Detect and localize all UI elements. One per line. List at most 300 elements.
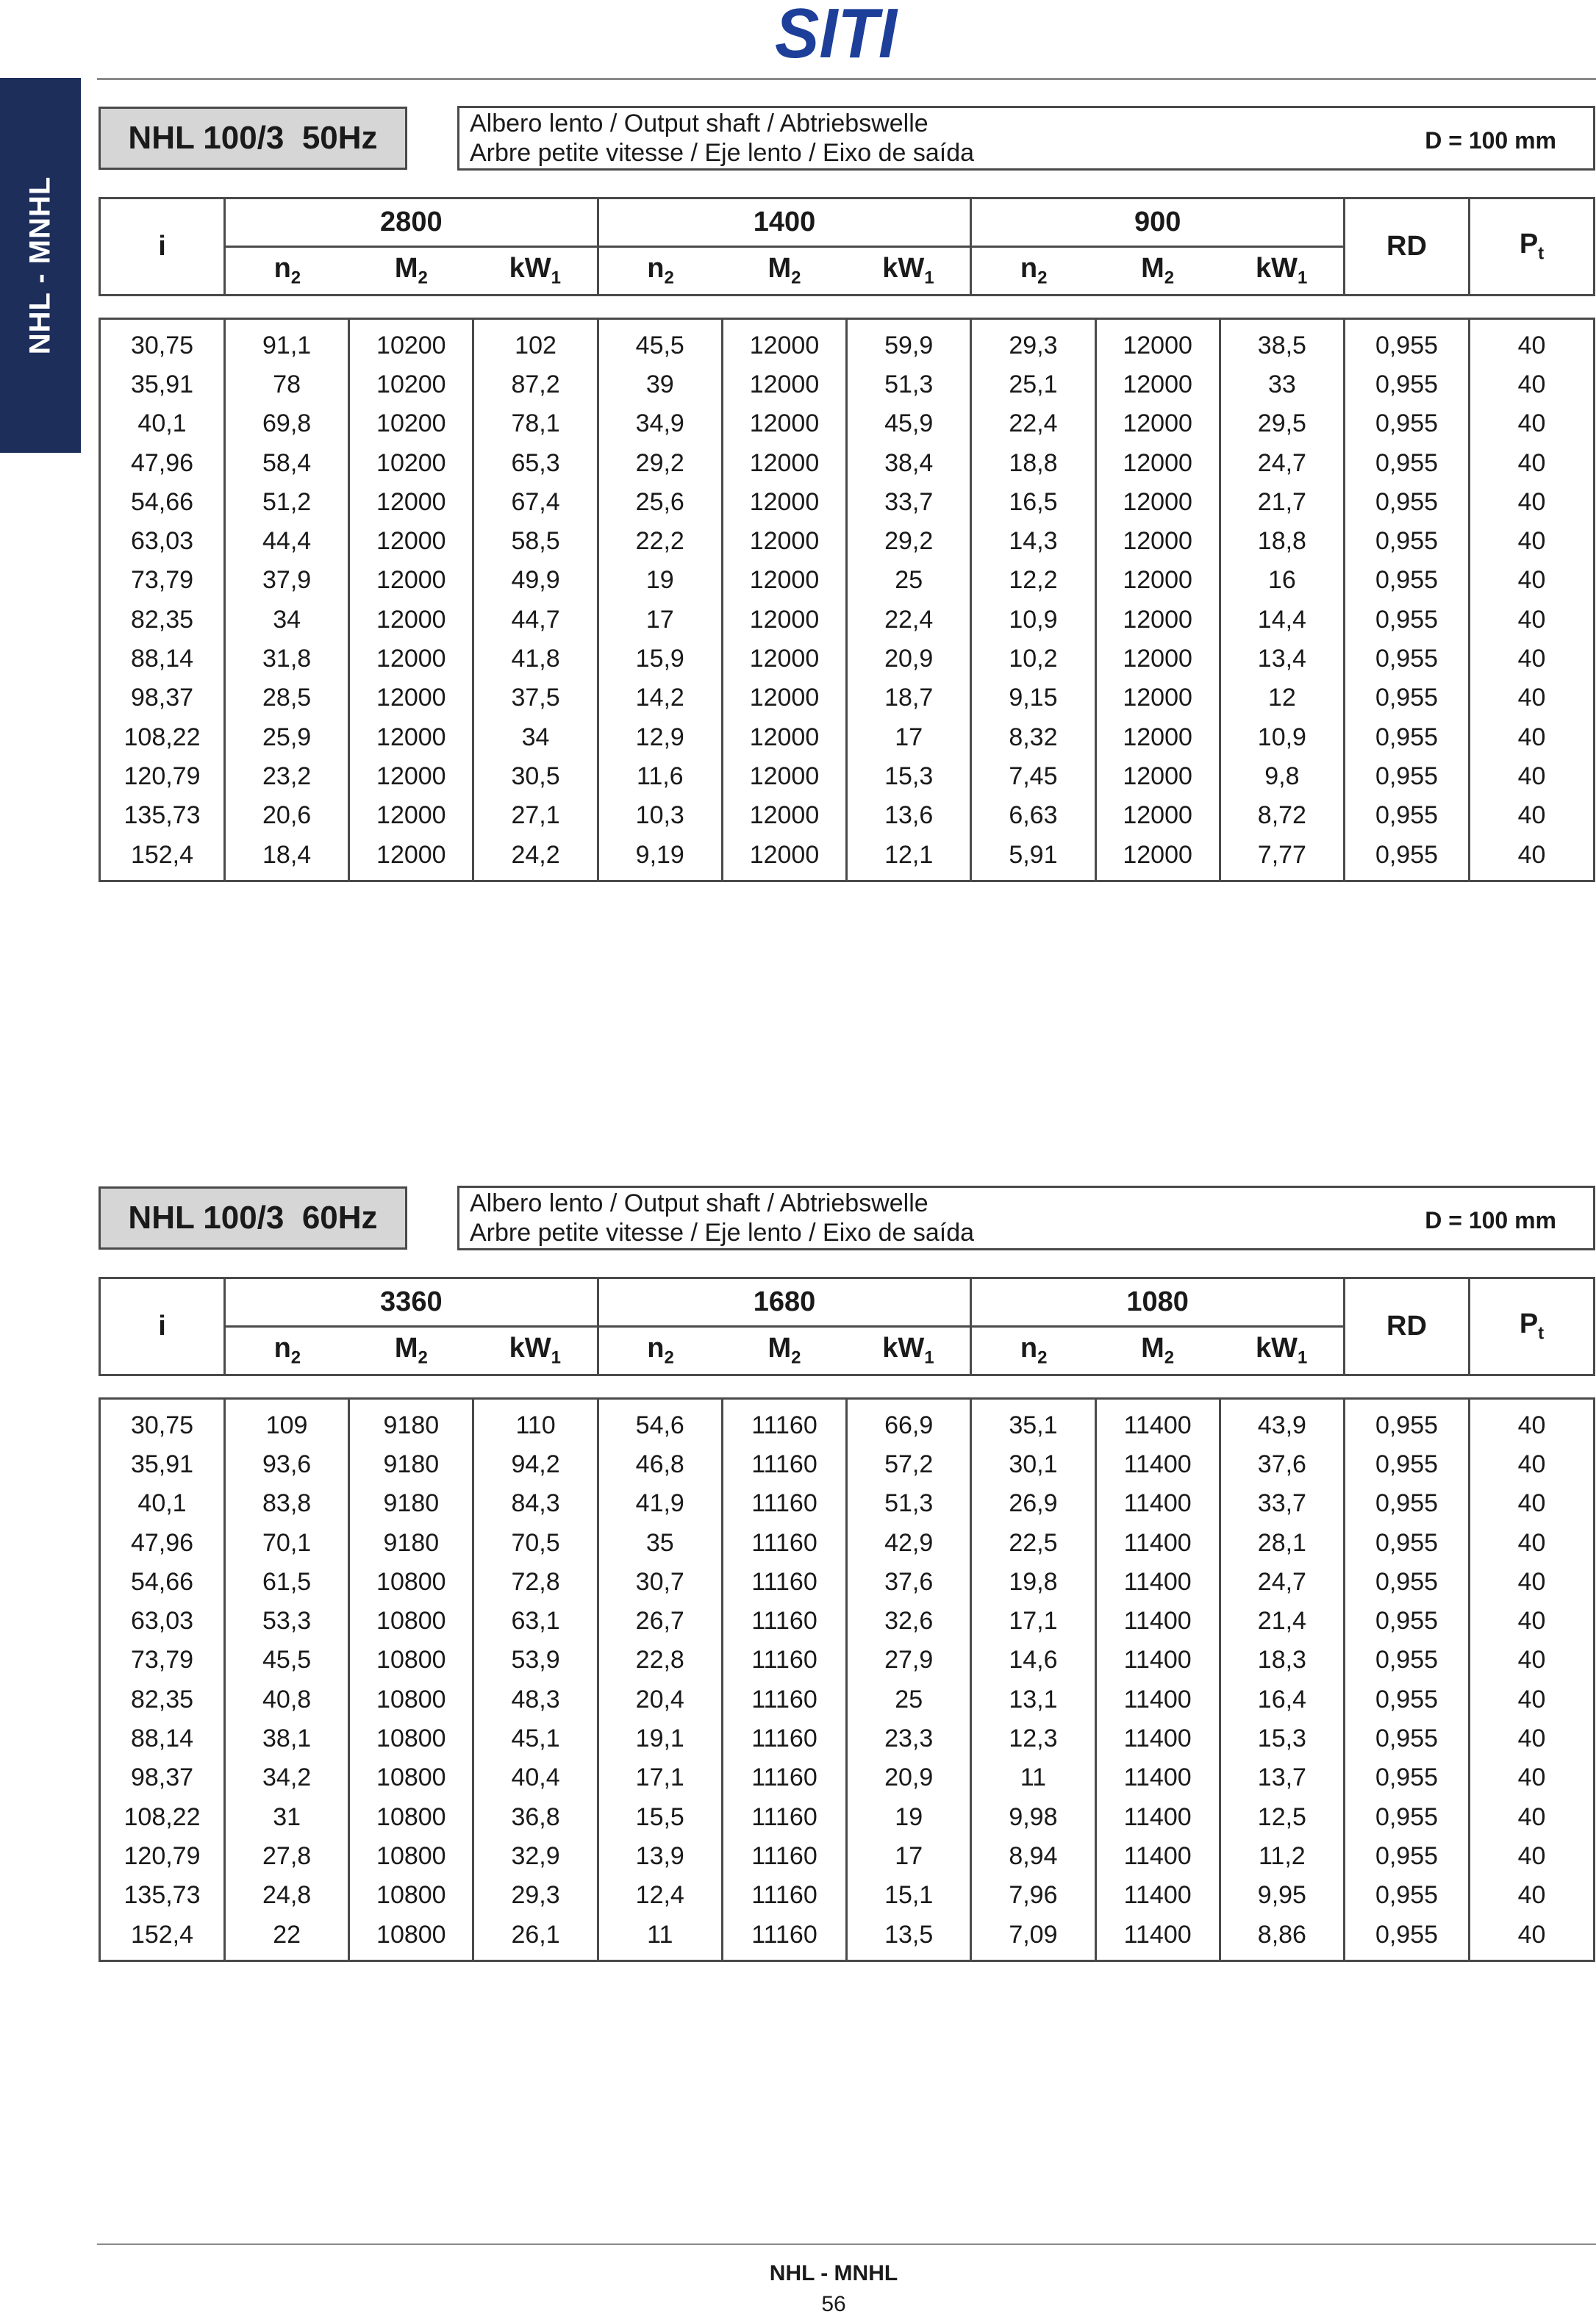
table-cell: 41,8	[473, 639, 598, 678]
table-cell: 46,8	[598, 1444, 722, 1483]
table-cell: 12000	[722, 600, 846, 639]
table-cell: 9,8	[1220, 756, 1344, 795]
table-cell: 19,8	[971, 1562, 1095, 1601]
table-row	[100, 600, 1595, 639]
table-cell: 11400	[1095, 1484, 1220, 1523]
table-cell: 51,2	[225, 482, 349, 521]
table-cell: 11400	[1095, 1399, 1220, 1445]
shaft-line-2: Arbre petite vitesse / Eje lento / Eixo de saída	[470, 1219, 975, 1247]
table-cell: 0,955	[1345, 756, 1470, 795]
table-cell: 40	[1470, 835, 1595, 881]
table-cell: 0,955	[1345, 1836, 1470, 1875]
table-cell: 63,03	[130, 527, 194, 556]
table-cell: 48,3	[473, 1680, 598, 1719]
table-cell: 10,9	[971, 600, 1095, 639]
table-cell: 108,22	[124, 723, 201, 751]
header-m2: $M_2$	[1095, 1327, 1220, 1375]
table-cell: 53,9	[473, 1641, 598, 1680]
table-cell: 12,4	[598, 1876, 722, 1915]
side-tab	[0, 78, 81, 453]
header-n2: $n_2$	[971, 1327, 1095, 1375]
table-cell: 9180	[349, 1484, 473, 1523]
header-m2: $M_2$	[722, 1327, 846, 1375]
table-cell: 22,8	[598, 1641, 722, 1680]
table-cell: 30,75	[130, 1411, 194, 1439]
table-cell: 40	[1470, 1915, 1595, 1961]
shaft-description-60hz	[457, 1186, 1595, 1250]
table-cell: 47,96	[130, 448, 194, 477]
table-cell: 37,9	[225, 561, 349, 600]
table-cell: 0,955	[1345, 717, 1470, 756]
table-row	[100, 1484, 1595, 1523]
table-cell: 25,1	[971, 365, 1095, 404]
table-cell: 12000	[1095, 443, 1220, 482]
table-cell: 11400	[1095, 1836, 1220, 1875]
table-cell: 11160	[722, 1915, 846, 1961]
table-cell: 11160	[722, 1836, 846, 1875]
table-cell: 26,7	[598, 1601, 722, 1640]
table-cell: 0,955	[1345, 404, 1470, 443]
table-cell: 40	[1470, 365, 1595, 404]
table-cell: 40,1	[137, 1489, 187, 1518]
table-cell: 12000	[349, 756, 473, 795]
table-cell: 31	[225, 1797, 349, 1836]
table-cell: 25,9	[225, 717, 349, 756]
table-cell: 13,9	[598, 1836, 722, 1875]
table-cell: 26,1	[473, 1915, 598, 1961]
table-cell: 40,4	[473, 1758, 598, 1797]
table-cell: 20,4	[598, 1680, 722, 1719]
table-cell: 14,2	[598, 678, 722, 717]
table-cell: 40	[1470, 521, 1595, 560]
table-cell: 34,2	[225, 1758, 349, 1797]
table-row	[100, 1444, 1595, 1483]
table-cell: 10800	[349, 1641, 473, 1680]
header-m2: $M_2$	[722, 247, 846, 296]
table-row	[100, 1601, 1595, 1640]
table-cell: 31,8	[225, 639, 349, 678]
table-cell: 0,955	[1345, 1601, 1470, 1640]
table-cell: 23,3	[847, 1719, 971, 1758]
table-cell: 11400	[1095, 1523, 1220, 1562]
table-cell: 35,91	[130, 370, 194, 398]
table-cell: 40	[1470, 1680, 1595, 1719]
table-cell: 40	[1470, 1836, 1595, 1875]
table-cell: 41,9	[598, 1484, 722, 1523]
table-cell: 40	[1470, 1444, 1595, 1483]
header-speed: 1080	[971, 1278, 1345, 1327]
table-cell: 84,3	[473, 1484, 598, 1523]
table-row	[100, 482, 1595, 521]
header-kw1: $kW_1$	[1220, 247, 1344, 296]
header-n2: $n_2$	[598, 1327, 722, 1375]
table-cell: 24,7	[1220, 443, 1344, 482]
table-cell: 40	[1470, 443, 1595, 482]
header-rd: RD	[1345, 1278, 1470, 1375]
table-cell: 27,9	[847, 1641, 971, 1680]
table-cell: 34	[473, 717, 598, 756]
table-cell: 29,3	[473, 1876, 598, 1915]
header-m2: $M_2$	[349, 1327, 473, 1375]
model-title-50hz: NHL 100/3 50Hz	[99, 107, 407, 170]
table-cell: 11400	[1095, 1641, 1220, 1680]
table-cell: 22	[225, 1915, 349, 1961]
table-cell: 66,9	[847, 1399, 971, 1445]
data-table-60hz	[99, 1397, 1595, 1962]
table-cell: 40	[1470, 1562, 1595, 1601]
table-cell: 0,955	[1345, 482, 1470, 521]
table-cell: 12000	[722, 365, 846, 404]
table-cell: 83,8	[225, 1484, 349, 1523]
table-cell: 25,6	[598, 482, 722, 521]
table-row	[100, 561, 1595, 600]
table-row	[100, 756, 1595, 795]
table-cell: 58,5	[473, 521, 598, 560]
table-row	[100, 1758, 1595, 1797]
table-cell: 120,79	[124, 762, 201, 790]
table-cell: 11160	[722, 1680, 846, 1719]
table-cell: 9,98	[971, 1797, 1095, 1836]
table-cell: 59,9	[847, 319, 971, 365]
table-cell: 11160	[722, 1601, 846, 1640]
table-cell: 0,955	[1345, 1399, 1470, 1445]
table-cell: 10200	[349, 404, 473, 443]
table-cell: 11160	[722, 1719, 846, 1758]
table-row	[100, 443, 1595, 482]
table-cell: 30,5	[473, 756, 598, 795]
table-cell: 10800	[349, 1719, 473, 1758]
table-cell: 72,8	[473, 1562, 598, 1601]
table-cell: 40	[1470, 404, 1595, 443]
table-cell: 13,7	[1220, 1758, 1344, 1797]
table-cell: 11,2	[1220, 1836, 1344, 1875]
table-cell: 12000	[722, 561, 846, 600]
table-cell: 25	[847, 1680, 971, 1719]
table-cell: 12000	[349, 600, 473, 639]
data-table-50hz	[99, 318, 1595, 882]
table-cell: 109	[225, 1399, 349, 1445]
table-cell: 15,9	[598, 639, 722, 678]
table-cell: 35,91	[130, 1450, 194, 1478]
table-row	[100, 1641, 1595, 1680]
table-cell: 98,37	[130, 1763, 194, 1792]
table-cell: 16,4	[1220, 1680, 1344, 1719]
header-pt: $P_t$	[1470, 198, 1595, 296]
table-cell: 10200	[349, 319, 473, 365]
table-cell: 25	[847, 561, 971, 600]
header-kw1: $kW_1$	[847, 247, 971, 296]
table-cell: 135,73	[124, 801, 201, 830]
table-cell: 12000	[1095, 600, 1220, 639]
logo-text: SITI	[775, 0, 898, 62]
table-cell: 12000	[722, 443, 846, 482]
table-cell: 29,2	[847, 521, 971, 560]
table-cell: 17	[847, 717, 971, 756]
table-cell: 8,72	[1220, 796, 1344, 835]
table-cell: 17,1	[971, 1601, 1095, 1640]
table-cell: 12,1	[847, 835, 971, 881]
table-cell: 40	[1470, 1523, 1595, 1562]
table-cell: 12000	[722, 796, 846, 835]
header-kw1: $kW_1$	[473, 247, 598, 296]
table-cell: 12000	[349, 796, 473, 835]
table-cell: 12000	[722, 521, 846, 560]
table-cell: 40	[1470, 678, 1595, 717]
table-cell: 10,3	[598, 796, 722, 835]
table-cell: 11,6	[598, 756, 722, 795]
table-cell: 40	[1470, 717, 1595, 756]
footer-rule	[97, 2243, 1596, 2245]
shaft-diameter: D = 100 mm	[1425, 1207, 1556, 1233]
table-cell: 9,95	[1220, 1876, 1344, 1915]
header-pt: $P_t$	[1470, 1278, 1595, 1375]
table-cell: 0,955	[1345, 639, 1470, 678]
table-cell: 14,6	[971, 1641, 1095, 1680]
table-cell: 40,8	[225, 1680, 349, 1719]
table-cell: 45,5	[598, 319, 722, 365]
table-cell: 54,6	[598, 1399, 722, 1445]
table-cell: 88,14	[130, 1725, 194, 1753]
table-cell: 8,32	[971, 717, 1095, 756]
table-cell: 20,9	[847, 639, 971, 678]
table-cell: 51,3	[847, 1484, 971, 1523]
table-cell: 82,35	[130, 605, 194, 634]
table-cell: 0,955	[1345, 319, 1470, 365]
table-row	[100, 1915, 1595, 1961]
table-cell: 0,955	[1345, 1444, 1470, 1483]
table-cell: 9,15	[971, 678, 1095, 717]
table-cell: 12000	[349, 678, 473, 717]
table-cell: 22,2	[598, 521, 722, 560]
table-cell: 19	[598, 561, 722, 600]
header-i: i	[100, 198, 225, 296]
table-cell: 40	[1470, 1641, 1595, 1680]
table-cell: 12000	[722, 482, 846, 521]
table-cell: 11400	[1095, 1758, 1220, 1797]
table-row	[100, 1523, 1595, 1562]
table-cell: 9180	[349, 1523, 473, 1562]
table-cell: 0,955	[1345, 1797, 1470, 1836]
header-kw1: $kW_1$	[473, 1327, 598, 1375]
table-cell: 0,955	[1345, 835, 1470, 881]
table-cell: 53,3	[225, 1601, 349, 1640]
table-cell: 17	[598, 600, 722, 639]
table-header-50hz	[99, 197, 1595, 296]
table-cell: 22,5	[971, 1523, 1095, 1562]
table-cell: 29,2	[598, 443, 722, 482]
table-cell: 93,6	[225, 1444, 349, 1483]
table-cell: 28,1	[1220, 1523, 1344, 1562]
table-row	[100, 319, 1595, 365]
table-cell: 11400	[1095, 1601, 1220, 1640]
table-cell: 10,9	[1220, 717, 1344, 756]
table-cell: 13,1	[971, 1680, 1095, 1719]
table-cell: 11400	[1095, 1444, 1220, 1483]
table-cell: 91,1	[225, 319, 349, 365]
table-cell: 11400	[1095, 1797, 1220, 1836]
table-cell: 21,4	[1220, 1601, 1344, 1640]
table-cell: 11	[971, 1758, 1095, 1797]
table-cell: 12,2	[971, 561, 1095, 600]
table-cell: 14,3	[971, 521, 1095, 560]
table-cell: 24,8	[225, 1876, 349, 1915]
table-cell: 0,955	[1345, 1719, 1470, 1758]
header-rd: RD	[1345, 198, 1470, 296]
table-cell: 63,1	[473, 1601, 598, 1640]
footer-label: NHL - MNHL	[769, 2261, 898, 2285]
table-cell: 11400	[1095, 1876, 1220, 1915]
table-cell: 15,3	[1220, 1719, 1344, 1758]
header-m2: $M_2$	[349, 247, 473, 296]
table-cell: 51,3	[847, 365, 971, 404]
table-cell: 45,9	[847, 404, 971, 443]
table-row	[100, 1399, 1595, 1445]
table-cell: 11160	[722, 1876, 846, 1915]
table-cell: 12000	[1095, 756, 1220, 795]
table-cell: 12000	[349, 482, 473, 521]
table-cell: 12	[1220, 678, 1344, 717]
table-cell: 12000	[1095, 678, 1220, 717]
table-cell: 12000	[722, 404, 846, 443]
table-cell: 32,6	[847, 1601, 971, 1640]
table-cell: 40	[1470, 639, 1595, 678]
table-cell: 102	[473, 319, 598, 365]
header-speed: 1400	[598, 198, 971, 247]
table-cell: 12000	[349, 521, 473, 560]
table-cell: 63,03	[130, 1607, 194, 1636]
table-cell: 40	[1470, 1399, 1595, 1445]
table-cell: 28,5	[225, 678, 349, 717]
table-cell: 47,96	[130, 1528, 194, 1557]
table-cell: 40	[1470, 1719, 1595, 1758]
table-cell: 70,1	[225, 1523, 349, 1562]
table-cell: 32,9	[473, 1836, 598, 1875]
table-cell: 12000	[1095, 796, 1220, 835]
table-cell: 65,3	[473, 443, 598, 482]
table-cell: 40	[1470, 1758, 1595, 1797]
table-cell: 43,9	[1220, 1399, 1344, 1445]
table-cell: 0,955	[1345, 1641, 1470, 1680]
table-cell: 10800	[349, 1836, 473, 1875]
shaft-diameter: D = 100 mm	[1425, 127, 1556, 154]
table-cell: 54,66	[130, 487, 194, 516]
table-cell: 33,7	[847, 482, 971, 521]
table-row	[100, 1562, 1595, 1601]
table-cell: 11160	[722, 1562, 846, 1601]
table-cell: 40	[1470, 1484, 1595, 1523]
table-cell: 0,955	[1345, 561, 1470, 600]
header-n2: $n_2$	[971, 247, 1095, 296]
table-cell: 11400	[1095, 1562, 1220, 1601]
table-cell: 12000	[722, 717, 846, 756]
table-cell: 24,2	[473, 835, 598, 881]
table-cell: 7,45	[971, 756, 1095, 795]
table-cell: 15,3	[847, 756, 971, 795]
table-row	[100, 678, 1595, 717]
table-cell: 22,4	[847, 600, 971, 639]
side-tab-label: NHL - MNHL	[24, 176, 57, 355]
header-n2: $n_2$	[225, 1327, 349, 1375]
table-cell: 20,6	[225, 796, 349, 835]
table-cell: 14,4	[1220, 600, 1344, 639]
table-cell: 8,86	[1220, 1915, 1344, 1961]
table-row	[100, 365, 1595, 404]
table-cell: 0,955	[1345, 600, 1470, 639]
table-cell: 37,5	[473, 678, 598, 717]
table-row	[100, 1797, 1595, 1836]
table-cell: 9180	[349, 1444, 473, 1483]
table-cell: 12,3	[971, 1719, 1095, 1758]
table-cell: 40	[1470, 1601, 1595, 1640]
table-cell: 12000	[1095, 365, 1220, 404]
table-cell: 110	[473, 1399, 598, 1445]
table-cell: 12000	[1095, 717, 1220, 756]
table-cell: 36,8	[473, 1797, 598, 1836]
table-cell: 10800	[349, 1562, 473, 1601]
table-cell: 12000	[349, 717, 473, 756]
table-cell: 87,2	[473, 365, 598, 404]
table-cell: 40	[1470, 600, 1595, 639]
model-title-60hz: NHL 100/3 60Hz	[99, 1186, 407, 1250]
table-cell: 29,5	[1220, 404, 1344, 443]
table-cell: 24,7	[1220, 1562, 1344, 1601]
table-cell: 22,4	[971, 404, 1095, 443]
table-cell: 12000	[349, 639, 473, 678]
table-header-60hz	[99, 1277, 1595, 1376]
siti-logo	[773, 0, 898, 62]
table-cell: 40	[1470, 756, 1595, 795]
table-row	[100, 1876, 1595, 1915]
table-cell: 23,2	[225, 756, 349, 795]
table-cell: 152,4	[130, 1920, 194, 1949]
table-cell: 82,35	[130, 1685, 194, 1713]
table-cell: 34	[225, 600, 349, 639]
table-cell: 11160	[722, 1444, 846, 1483]
table-cell: 5,91	[971, 835, 1095, 881]
header-rule	[97, 78, 1596, 80]
shaft-line-2: Arbre petite vitesse / Eje lento / Eixo de saída	[470, 139, 975, 167]
table-cell: 120,79	[124, 1841, 201, 1870]
table-cell: 12000	[722, 639, 846, 678]
table-cell: 67,4	[473, 482, 598, 521]
table-cell: 30,75	[130, 331, 194, 359]
table-cell: 61,5	[225, 1562, 349, 1601]
table-row	[100, 835, 1595, 881]
table-cell: 21,7	[1220, 482, 1344, 521]
header-n2: $n_2$	[598, 247, 722, 296]
table-cell: 0,955	[1345, 365, 1470, 404]
table-cell: 30,7	[598, 1562, 722, 1601]
table-cell: 0,955	[1345, 1484, 1470, 1523]
table-cell: 40	[1470, 1876, 1595, 1915]
table-cell: 18,8	[971, 443, 1095, 482]
table-cell: 13,4	[1220, 639, 1344, 678]
table-cell: 16,5	[971, 482, 1095, 521]
table-cell: 10200	[349, 365, 473, 404]
header-speed: 2800	[225, 198, 598, 247]
table-cell: 12,5	[1220, 1797, 1344, 1836]
table-cell: 78	[225, 365, 349, 404]
table-cell: 11160	[722, 1797, 846, 1836]
table-cell: 69,8	[225, 404, 349, 443]
table-cell: 29,3	[971, 319, 1095, 365]
table-cell: 40	[1470, 319, 1595, 365]
table-cell: 42,9	[847, 1523, 971, 1562]
table-cell: 0,955	[1345, 443, 1470, 482]
table-cell: 12000	[1095, 835, 1220, 881]
table-cell: 6,63	[971, 796, 1095, 835]
table-cell: 12000	[1095, 521, 1220, 560]
